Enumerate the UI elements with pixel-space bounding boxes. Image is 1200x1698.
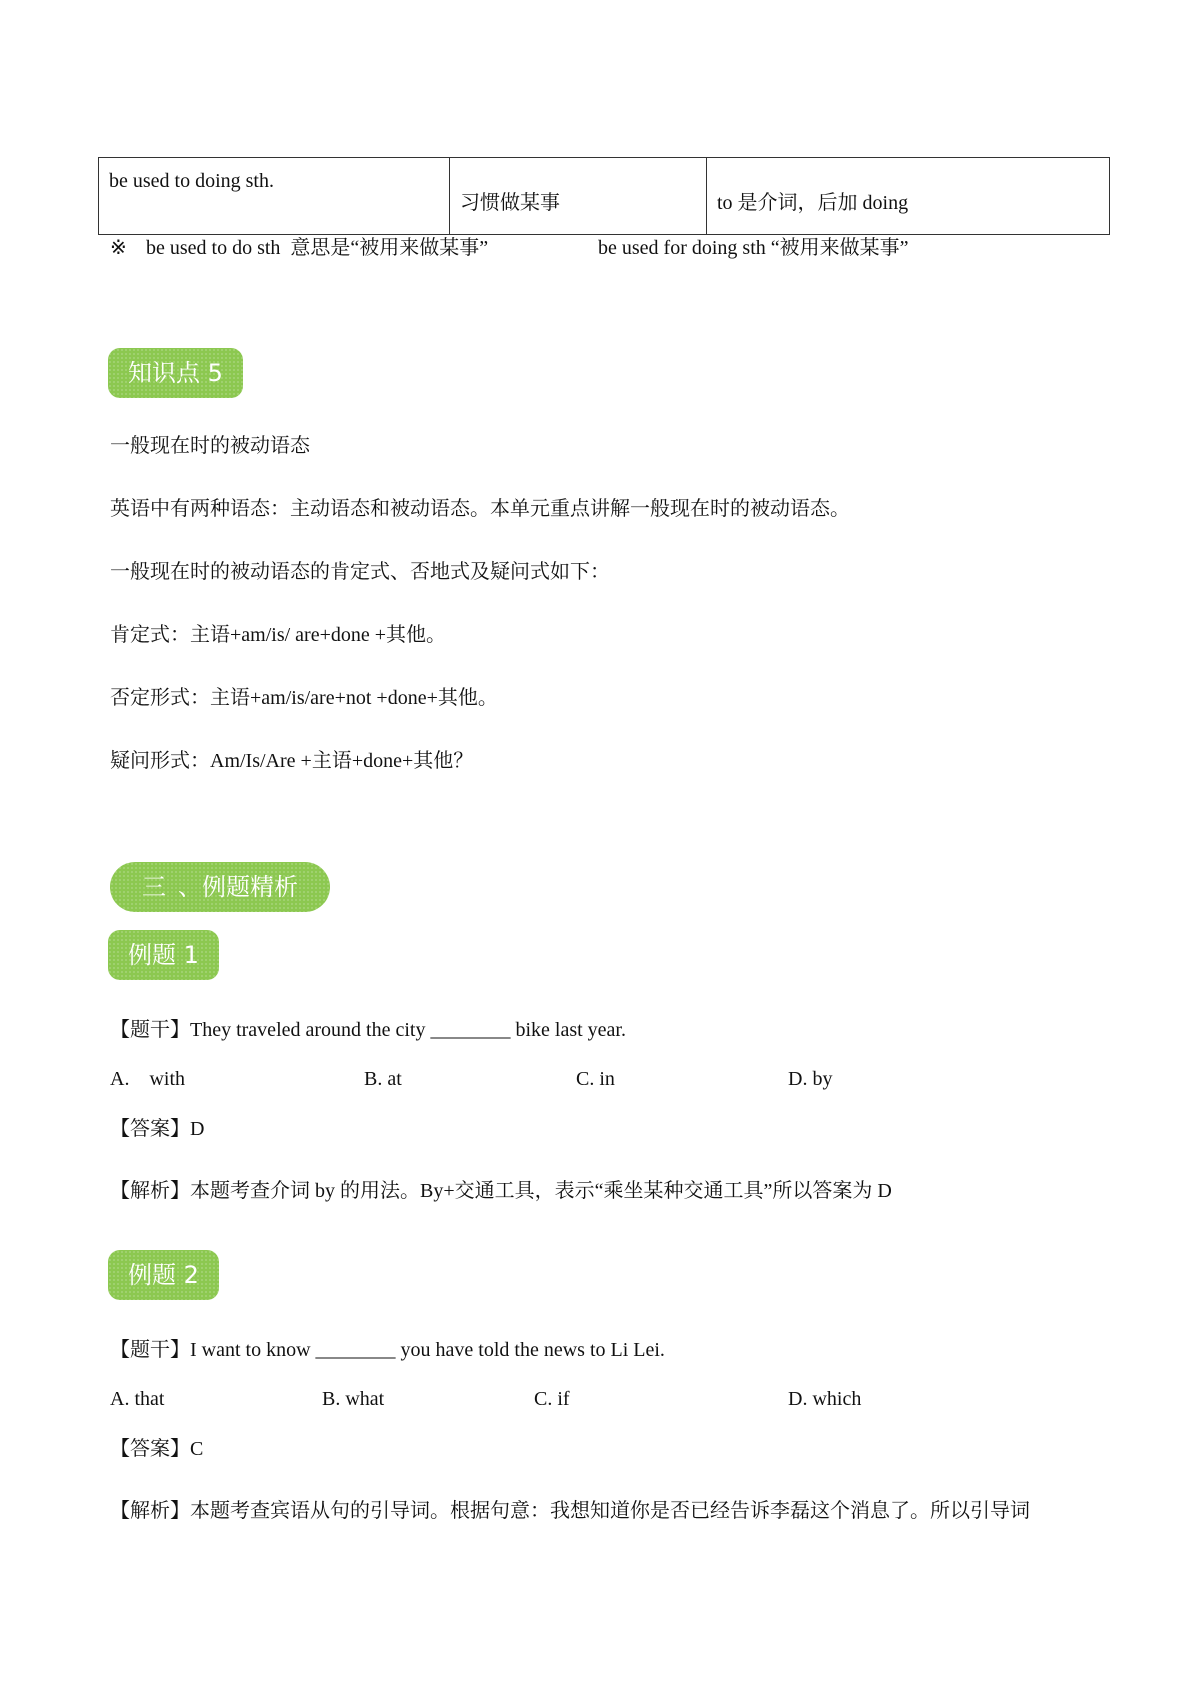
- section-3-number: 三: [142, 873, 166, 901]
- table-cell: be used to doing sth.: [99, 158, 450, 235]
- example-1-stem: 【题干】They traveled around the city ________ bike last year.: [110, 1019, 626, 1041]
- kp5-paragraph: 英语中有两种语态：主动语态和被动语态。本单元重点讲解一般现在时的被动语态。: [110, 498, 850, 520]
- note-mark: ※: [110, 237, 127, 259]
- example-2-analysis: 【解析】本题考查宾语从句的引导词。根据句意：我想知道你是否已经告诉李磊这个消息了。所以引导词: [110, 1500, 1030, 1522]
- example-2-option-c: C. if: [534, 1388, 570, 1410]
- example-2-label: 例题 2: [108, 1250, 219, 1300]
- example-1-option-a: A. with: [110, 1068, 185, 1090]
- example-1-option-b: B. at: [364, 1068, 402, 1090]
- section-3-title: 、例题精析: [178, 873, 298, 901]
- example-1-analysis: 【解析】本题考查介词 by 的用法。By+交通工具，表示“乘坐某种交通工具”所以答案为 D: [110, 1180, 892, 1202]
- example-1-option-c: C. in: [576, 1068, 615, 1090]
- example-1-label: 例题 1: [108, 930, 219, 980]
- knowledge-point-5-label: 知识点 5: [108, 348, 243, 398]
- example-1-answer: 【答案】D: [110, 1118, 205, 1140]
- example-2-stem: 【题干】I want to know ________ you have told the news to Li Lei.: [110, 1339, 665, 1361]
- usage-table: [98, 157, 1110, 235]
- note-a: be used to do sth 意思是“被用来做某事”: [146, 237, 489, 259]
- kp5-negative: 否定形式：主语+am/is/are+not +done+其他。: [110, 687, 498, 709]
- kp5-title: 一般现在时的被动语态: [110, 435, 310, 457]
- example-2-answer: 【答案】C: [110, 1438, 204, 1460]
- example-2-option-d: D. which: [788, 1388, 862, 1410]
- example-2-option-a: A. that: [110, 1388, 165, 1410]
- table-cell: 习惯做某事: [450, 158, 707, 235]
- table-cell: to 是介词，后加 doing: [707, 158, 1110, 235]
- example-1-option-d: D. by: [788, 1068, 833, 1090]
- example-2-option-b: B. what: [322, 1388, 385, 1410]
- section-3-label: [110, 862, 330, 912]
- table-row: [99, 158, 1110, 235]
- note-b: be used for doing sth “被用来做某事”: [598, 237, 909, 259]
- kp5-affirmative: 肯定式：主语+am/is/ are+done +其他。: [110, 624, 447, 646]
- kp5-question: 疑问形式：Am/Is/Are +主语+done+其他？: [110, 750, 474, 772]
- kp5-paragraph: 一般现在时的被动语态的肯定式、否地式及疑问式如下：: [110, 561, 610, 583]
